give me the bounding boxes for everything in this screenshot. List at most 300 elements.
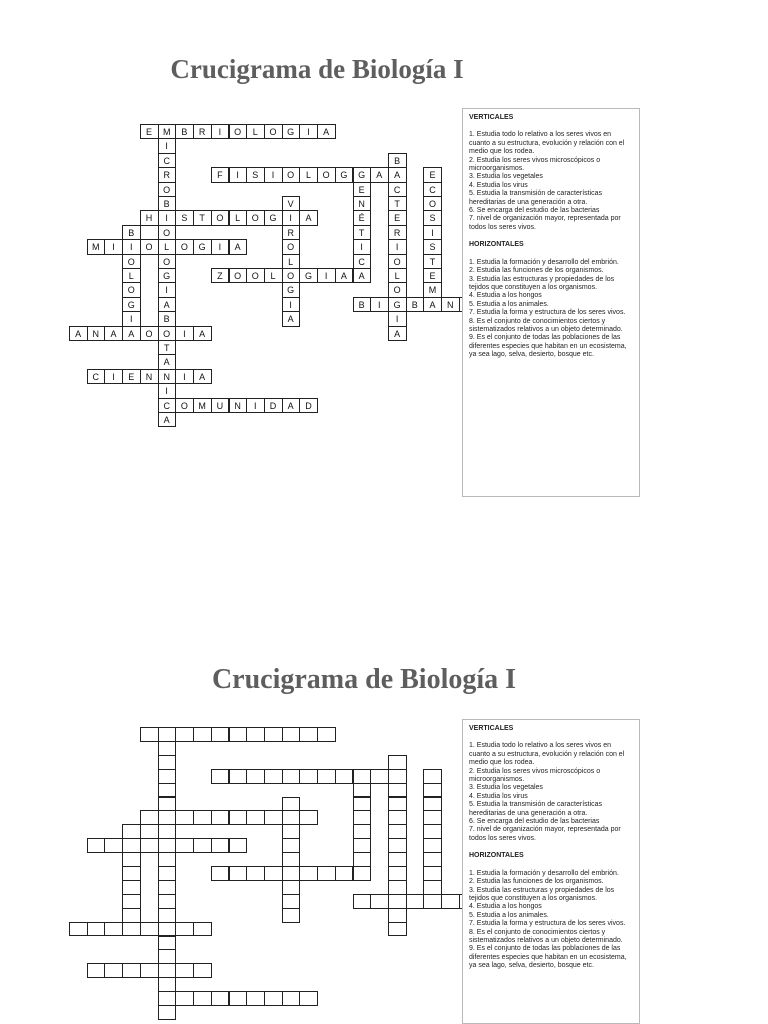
crossword-cell: C xyxy=(87,369,106,384)
crossword-cell xyxy=(158,866,177,881)
vertical-clue: 2. Estudia los seres vivos microscópicos o microorganismos. xyxy=(469,156,601,173)
crossword-cell: G xyxy=(122,297,141,312)
crossword-cell: N xyxy=(229,398,248,413)
crossword-cell xyxy=(441,894,460,909)
crossword-cell xyxy=(246,769,265,784)
crossword-cell xyxy=(406,894,425,909)
crossword-cell: B xyxy=(353,297,372,312)
crossword-cell xyxy=(140,727,159,742)
verticales-heading: VERTICALES xyxy=(469,114,514,121)
crossword-cell: O xyxy=(122,282,141,297)
crossword-cell xyxy=(335,866,354,881)
crossword-cell xyxy=(193,810,212,825)
crossword-cell: G xyxy=(264,210,283,225)
clues-panel xyxy=(462,719,640,1024)
vertical-clue: 1. Estudia todo lo relativo a los seres vivos en cuanto a su estructura, evolución y relación con el medio que los rodea. xyxy=(469,131,625,156)
crossword-cell: A xyxy=(423,297,442,312)
crossword-cell xyxy=(423,880,442,895)
crossword-cell xyxy=(423,824,442,839)
crossword-cell: C xyxy=(158,153,177,168)
crossword-cell xyxy=(175,838,194,853)
crossword-cell: A xyxy=(122,326,141,341)
crossword-cell: B xyxy=(388,153,407,168)
crossword-cell: O xyxy=(423,196,442,211)
crossword-cell: C xyxy=(158,398,177,413)
crossword-cell: E xyxy=(423,268,442,283)
horizontales-heading: HORIZONTALES xyxy=(469,852,524,860)
crossword-cell xyxy=(282,852,301,867)
crossword-cell: D xyxy=(264,398,283,413)
crossword-cell: E xyxy=(122,369,141,384)
crossword-cell: I xyxy=(158,282,177,297)
crossword-cell xyxy=(246,727,265,742)
crossword-cell: I xyxy=(299,124,318,139)
crossword-cell: N xyxy=(158,369,177,384)
crossword-cell: I xyxy=(282,210,301,225)
crossword-cell: G xyxy=(158,268,177,283)
horizontal-clue: 7. Estudia la forma y estructura de los seres vivos. xyxy=(469,920,626,928)
crossword-cell: A xyxy=(282,398,301,413)
crossword-cell xyxy=(175,810,194,825)
vertical-clue: 6. Se encarga del estudio de las bacterias xyxy=(469,207,600,215)
crossword-cell xyxy=(104,838,123,853)
crossword-cell: I xyxy=(246,398,265,413)
crossword-cell xyxy=(158,1005,177,1020)
crossword-cell xyxy=(211,810,230,825)
crossword-cell: T xyxy=(388,196,407,211)
crossword-cell: H xyxy=(140,210,159,225)
crossword-cell xyxy=(299,727,318,742)
crossword-cell xyxy=(104,963,123,978)
crossword-cell xyxy=(423,769,442,784)
crossword-cell xyxy=(423,838,442,853)
crossword-cell: R xyxy=(193,124,212,139)
crossword-cell: C xyxy=(353,254,372,269)
crossword-cell xyxy=(158,838,177,853)
crossword-cell: I xyxy=(122,311,141,326)
crossword-cell xyxy=(122,908,141,923)
horizontal-clue: 1. Estudia la formación y desarrollo del embrión. xyxy=(469,869,619,877)
crossword-cell: S xyxy=(246,167,265,182)
crossword-cell: L xyxy=(158,239,177,254)
crossword-cell xyxy=(423,852,442,867)
crossword-cell: L xyxy=(264,268,283,283)
crossword-cell xyxy=(317,866,336,881)
crossword-cell xyxy=(335,769,354,784)
crossword-cell xyxy=(158,963,177,978)
crossword-cell xyxy=(388,783,407,798)
crossword-cell: Z xyxy=(211,268,230,283)
crossword-cell xyxy=(246,991,265,1006)
crossword-cell: F xyxy=(211,167,230,182)
crossword-cell xyxy=(158,949,177,964)
crossword-cell xyxy=(140,922,159,937)
horizontal-clue: 8. Es el conjunto de conocimientos ciertos y sistematizados relativos a un objeto determinado. xyxy=(469,928,623,944)
crossword-cell: I xyxy=(229,167,248,182)
crossword-cell: O xyxy=(388,254,407,269)
crossword-cell xyxy=(158,755,177,770)
crossword-cell: É xyxy=(353,210,372,225)
crossword-cell: G xyxy=(193,239,212,254)
crossword-cell xyxy=(211,727,230,742)
crossword-cell xyxy=(282,908,301,923)
crossword-cell: O xyxy=(246,210,265,225)
crossword-cell: E xyxy=(140,124,159,139)
crossword-cell xyxy=(158,922,177,937)
crossword-cell xyxy=(282,727,301,742)
crossword-cell xyxy=(175,991,194,1006)
crossword-cell xyxy=(423,866,442,881)
crossword-cell xyxy=(211,769,230,784)
crossword-cell xyxy=(299,769,318,784)
crossword-cell xyxy=(122,894,141,909)
verticales-heading: VERTICALES xyxy=(469,725,514,732)
crossword-cell xyxy=(282,824,301,839)
crossword-cell: N xyxy=(353,196,372,211)
horizontal-clue: 4. Estudia a los hongos xyxy=(469,292,542,300)
crossword-cell xyxy=(388,880,407,895)
page-title: Crucigrama de Biología I xyxy=(170,54,464,84)
crossword-cell: A xyxy=(370,167,389,182)
crossword-cell: N xyxy=(441,297,460,312)
crossword-cell: G xyxy=(335,167,354,182)
crossword-cell: B xyxy=(158,196,177,211)
horizontal-clue: 7. Estudia la forma y estructura de los seres vivos. xyxy=(469,309,626,317)
crossword-cell xyxy=(388,755,407,770)
crossword-cell xyxy=(388,797,407,812)
crossword-cell: G xyxy=(282,282,301,297)
crossword-cell xyxy=(388,894,407,909)
crossword-cell: O xyxy=(282,167,301,182)
crossword-cell xyxy=(353,824,372,839)
crossword-cell xyxy=(211,838,230,853)
crossword-cell xyxy=(140,963,159,978)
crossword-cell: O xyxy=(317,167,336,182)
crossword-cell xyxy=(122,963,141,978)
crossword-cell: L xyxy=(388,268,407,283)
crossword-cell xyxy=(423,894,442,909)
crossword-cell: A xyxy=(193,369,212,384)
crossword-cell xyxy=(69,922,88,937)
vertical-clue: 5. Estudia la transmisión de características hereditarias de una generación a otra. xyxy=(469,801,603,817)
crossword-cell: I xyxy=(158,138,177,153)
crossword-cell: A xyxy=(335,268,354,283)
crossword-cell: O xyxy=(388,282,407,297)
crossword-cell xyxy=(104,922,123,937)
crossword-cell xyxy=(353,797,372,812)
crossword-cell: I xyxy=(104,369,123,384)
crossword-cell: O xyxy=(246,268,265,283)
crossword-cell: R xyxy=(388,225,407,240)
crossword-cell: O xyxy=(211,210,230,225)
crossword-cell: B xyxy=(406,297,425,312)
crossword-cell xyxy=(158,810,177,825)
crossword-cell: O xyxy=(158,326,177,341)
crossword-cell xyxy=(423,797,442,812)
horizontal-clue: 3. Estudia las estructuras y propiedades de los tejidos que constituyen a los organismos. xyxy=(469,886,615,902)
crossword-cell: A xyxy=(299,210,318,225)
crossword-cell xyxy=(158,977,177,992)
vertical-clue: 4. Estudia los virus xyxy=(469,181,528,189)
crossword-cell xyxy=(158,824,177,839)
crossword-cell: L xyxy=(229,210,248,225)
crossword-cell xyxy=(353,894,372,909)
vertical-clue: 2. Estudia los seres vivos microscópicos o microorganismos. xyxy=(469,767,601,784)
crossword-cell: O xyxy=(158,225,177,240)
crossword-cell xyxy=(353,810,372,825)
crossword-cell xyxy=(211,866,230,881)
crossword-cell: B xyxy=(122,225,141,240)
crossword-cell xyxy=(388,908,407,923)
crossword-cell: I xyxy=(158,210,177,225)
crossword-cell xyxy=(388,810,407,825)
page-title: Crucigrama de Biología I xyxy=(211,664,517,695)
crossword-cell: T xyxy=(193,210,212,225)
crossword-cell: V xyxy=(282,196,301,211)
crossword-cell: R xyxy=(282,225,301,240)
crossword-cell xyxy=(299,810,318,825)
crossword-cell xyxy=(388,838,407,853)
crossword-cell xyxy=(353,852,372,867)
horizontal-clue: 9. Es el conjunto de todas las poblaciones de las diferentes especies que habitan en un ecosistema, ya sea lago, selva, desierto, bosque etc. xyxy=(469,945,627,970)
crossword-cell xyxy=(370,769,389,784)
crossword-cell: A xyxy=(193,326,212,341)
crossword-cell xyxy=(317,727,336,742)
crossword-cell xyxy=(317,769,336,784)
crossword-cell: A xyxy=(388,326,407,341)
crossword-cell xyxy=(299,866,318,881)
crossword-cell xyxy=(229,810,248,825)
crossword-cell: E xyxy=(423,167,442,182)
crossword-cell xyxy=(229,727,248,742)
crossword-cell xyxy=(158,797,177,812)
crossword-cell xyxy=(122,866,141,881)
horizontal-clue: 3. Estudia las estructuras y propiedades de los tejidos que constituyen a los organismos. xyxy=(469,275,615,291)
crossword-cell xyxy=(122,838,141,853)
crossword-cell: I xyxy=(317,268,336,283)
crossword-cell xyxy=(175,922,194,937)
crossword-cell: C xyxy=(423,182,442,197)
crossword-cell: S xyxy=(423,210,442,225)
crossword-cell xyxy=(370,894,389,909)
crossword-cell xyxy=(87,922,106,937)
crossword-cell: M xyxy=(158,124,177,139)
crossword-cell xyxy=(122,824,141,839)
crossword-cell: O xyxy=(229,124,248,139)
crossword-cell: O xyxy=(229,268,248,283)
crossword-cell xyxy=(158,991,177,1006)
crossword-cell xyxy=(282,880,301,895)
crossword-cell xyxy=(175,963,194,978)
crossword-cell xyxy=(158,727,177,742)
vertical-clue: 3. Estudia los vegetales xyxy=(469,784,543,792)
crossword-cell xyxy=(158,741,177,756)
crossword-cell: L xyxy=(246,124,265,139)
horizontal-clue: 2. Estudia las funciones de los organismos. xyxy=(469,267,604,275)
vertical-clue: 3. Estudia los vegetales xyxy=(469,173,543,181)
crossword-cell xyxy=(158,852,177,867)
crossword-cell xyxy=(388,824,407,839)
crossword-cell xyxy=(158,880,177,895)
crossword-cell xyxy=(353,769,372,784)
crossword-cell xyxy=(423,783,442,798)
crossword-cell: O xyxy=(158,254,177,269)
crossword-cell: O xyxy=(140,326,159,341)
crossword-cell: O xyxy=(282,268,301,283)
crossword-cell: A xyxy=(353,268,372,283)
crossword-cell: I xyxy=(211,239,230,254)
crossword-cell xyxy=(158,783,177,798)
crossword-cell xyxy=(193,963,212,978)
crossword-cell: B xyxy=(175,124,194,139)
horizontal-clue: 9. Es el conjunto de todas las poblaciones de las diferentes especies que habitan en un ecosistema, ya sea lago, selva, desierto, bosque etc. xyxy=(469,334,627,359)
horizontal-clue: 1. Estudia la formación y desarrollo del embrión. xyxy=(469,258,619,266)
crossword-cell: M xyxy=(423,282,442,297)
crossword-cell: G xyxy=(282,124,301,139)
crossword-cell: M xyxy=(193,398,212,413)
crossword-cell xyxy=(140,838,159,853)
horizontales-heading: HORIZONTALES xyxy=(469,241,524,249)
crossword-cell: I xyxy=(104,239,123,254)
crossword-cell: I xyxy=(175,369,194,384)
horizontal-clue: 4. Estudia a los hongos xyxy=(469,903,542,911)
crossword-cell: E xyxy=(353,182,372,197)
crossword-cell xyxy=(423,810,442,825)
crossword-cell: A xyxy=(158,354,177,369)
crossword-cell xyxy=(158,936,177,951)
crossword-cell: R xyxy=(158,167,177,182)
crossword-cell xyxy=(282,866,301,881)
crossword-cell: O xyxy=(175,239,194,254)
crossword-cell xyxy=(388,922,407,937)
crossword-cell: L xyxy=(282,254,301,269)
crossword-cell xyxy=(229,991,248,1006)
vertical-clue: 6. Se encarga del estudio de las bacterias xyxy=(469,818,600,826)
crossword-cell: O xyxy=(122,254,141,269)
crossword-cell: L xyxy=(299,167,318,182)
crossword-cell: N xyxy=(140,369,159,384)
crossword-cell: I xyxy=(388,239,407,254)
crossword-cell: O xyxy=(140,239,159,254)
crossword-cell: A xyxy=(69,326,88,341)
crossword-cell xyxy=(282,810,301,825)
crossword-cell xyxy=(299,991,318,1006)
crossword-cell: I xyxy=(158,383,177,398)
crossword-cell: A xyxy=(388,167,407,182)
crossword-cell: I xyxy=(388,311,407,326)
crossword-cell: L xyxy=(122,268,141,283)
crossword-cell xyxy=(388,769,407,784)
crossword-cell: I xyxy=(282,297,301,312)
vertical-clue: 7. nivel de organización mayor, representada por todos los seres vivos. xyxy=(469,215,621,231)
crossword-cell: I xyxy=(353,239,372,254)
crossword-cell xyxy=(388,852,407,867)
crossword-cell: I xyxy=(211,124,230,139)
crossword-cell xyxy=(264,810,283,825)
crossword-cell xyxy=(264,727,283,742)
crossword-cell xyxy=(282,769,301,784)
crossword-cell xyxy=(282,991,301,1006)
crossword-cell: A xyxy=(158,412,177,427)
crossword-cell: I xyxy=(264,167,283,182)
vertical-clue: 1. Estudia todo lo relativo a los seres vivos en cuanto a su estructura, evolución y relación con el medio que los rodea. xyxy=(469,742,625,767)
horizontal-clue: 8. Es el conjunto de conocimientos ciertos y sistematizados relativos a un objeto determinado. xyxy=(469,317,623,333)
crossword-cell: C xyxy=(388,182,407,197)
crossword-cell: A xyxy=(282,311,301,326)
crossword-cell: O xyxy=(175,398,194,413)
crossword-cell xyxy=(282,894,301,909)
crossword-cell xyxy=(211,991,230,1006)
crossword-cell xyxy=(264,866,283,881)
crossword-cell xyxy=(264,991,283,1006)
crossword-cell xyxy=(158,769,177,784)
crossword-cell: A xyxy=(158,297,177,312)
crossword-cell: I xyxy=(370,297,389,312)
crossword-cell xyxy=(158,908,177,923)
crossword-cell xyxy=(193,922,212,937)
crossword-cell: I xyxy=(122,239,141,254)
crossword-cell xyxy=(122,880,141,895)
crossword-cell xyxy=(388,866,407,881)
crossword-cell xyxy=(193,838,212,853)
crossword-cell: E xyxy=(388,210,407,225)
crossword-cell xyxy=(353,866,372,881)
vertical-clue: 4. Estudia los virus xyxy=(469,792,528,800)
crossword-cell xyxy=(122,922,141,937)
crossword-cell xyxy=(353,783,372,798)
crossword-cell: S xyxy=(423,239,442,254)
crossword-cell xyxy=(353,838,372,853)
crossword-cell: I xyxy=(175,326,194,341)
horizontal-clue: 5. Estudia a los animales. xyxy=(469,911,549,919)
crossword-cell: I xyxy=(423,225,442,240)
crossword-cell: A xyxy=(229,239,248,254)
crossword-cell: T xyxy=(158,340,177,355)
crossword-cell xyxy=(158,894,177,909)
crossword-cell: T xyxy=(353,225,372,240)
crossword-cell: G xyxy=(388,297,407,312)
crossword-cell: S xyxy=(175,210,194,225)
crossword-cell xyxy=(282,838,301,853)
crossword-cell: A xyxy=(317,124,336,139)
crossword-cell xyxy=(282,797,301,812)
vertical-clue: 7. nivel de organización mayor, representada por todos los seres vivos. xyxy=(469,826,621,842)
crossword-cell xyxy=(229,866,248,881)
crossword-cell xyxy=(122,852,141,867)
crossword-cell: A xyxy=(104,326,123,341)
crossword-cell: O xyxy=(282,239,301,254)
crossword-cell xyxy=(229,838,248,853)
crossword-cell: G xyxy=(299,268,318,283)
crossword-cell: B xyxy=(158,311,177,326)
crossword-cell xyxy=(87,838,106,853)
vertical-clue: 5. Estudia la transmisión de características hereditarias de una generación a otra. xyxy=(469,190,603,206)
crossword-cell xyxy=(140,810,159,825)
crossword-cell: O xyxy=(264,124,283,139)
crossword-cell: O xyxy=(158,182,177,197)
crossword-cell: G xyxy=(353,167,372,182)
crossword-cell: N xyxy=(87,326,106,341)
horizontal-clue: 2. Estudia las funciones de los organismos. xyxy=(469,878,604,886)
crossword-cell xyxy=(246,866,265,881)
crossword-cell xyxy=(264,769,283,784)
crossword-cell xyxy=(175,727,194,742)
crossword-cell xyxy=(193,727,212,742)
horizontal-clue: 5. Estudia a los animales. xyxy=(469,300,549,308)
crossword-cell xyxy=(87,963,106,978)
crossword-cell: D xyxy=(299,398,318,413)
crossword-cell: M xyxy=(87,239,106,254)
